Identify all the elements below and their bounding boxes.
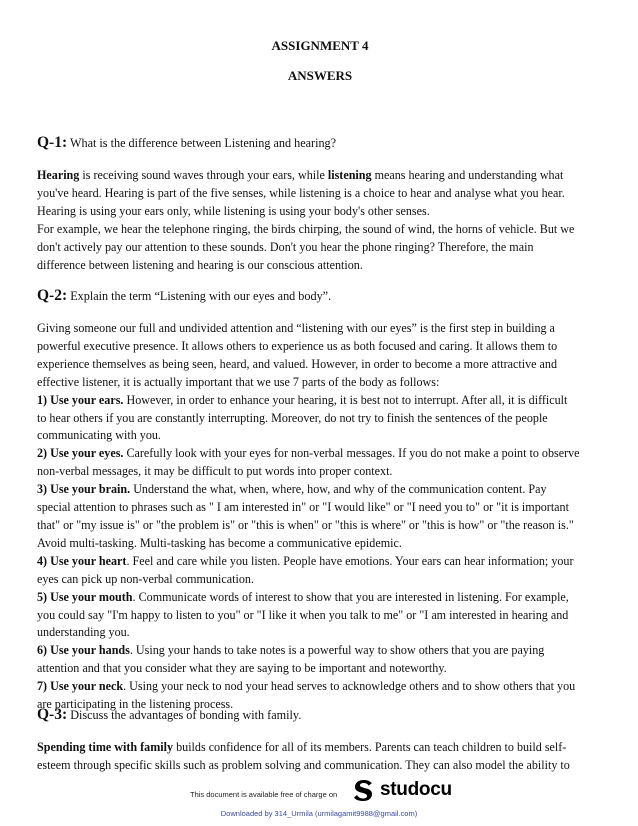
downloaded-by: Downloaded by 314_Urmila (urmilagamit9988@gmail.com) xyxy=(220,809,418,818)
answer-line: you could say "I'm happy to listen to you" or "I like it when you talk to me" or "I am interested in hearing and xyxy=(37,607,569,622)
list-item xyxy=(37,642,603,660)
bold-term: listening xyxy=(327,168,372,182)
list-item-heading: 7) Use your neck xyxy=(37,679,124,694)
studocu-logo[interactable] xyxy=(353,779,452,801)
availability-text: This document is available free of charge on xyxy=(190,790,338,799)
question-text: Discuss the advantages of bonding with family. xyxy=(70,708,302,722)
studocu-wordmark: studocu xyxy=(380,779,452,800)
bold-term: Spending time with family xyxy=(37,740,174,754)
question-2 xyxy=(37,287,603,305)
list-item xyxy=(37,589,603,607)
question-number: Q-2: xyxy=(37,287,68,304)
answer-line: eyes can pick up non-verbal communication. xyxy=(37,571,254,586)
answer-line: esteem through specific skills such as problem solving and communication. They can also model the ability to xyxy=(37,757,570,772)
answer-line: attention and that you consider what they are saying to be important and noteworthy. xyxy=(37,661,447,676)
answer-line: special attention to phrases such as " I am interested in" or "I would like" or "I need you to" or "it is important xyxy=(37,500,569,515)
list-item-heading: 3) Use your brain. xyxy=(37,482,131,497)
answer-line: are participating in the listening process. xyxy=(37,697,234,712)
question-text: Explain the term “Listening with our eyes and body”. xyxy=(70,289,332,303)
text-run: . Using your hands to take notes is a powerful way to show others that you are paying xyxy=(129,643,545,658)
text-run: means hearing and understanding what xyxy=(371,168,564,182)
list-item-heading: 6) Use your hands xyxy=(37,643,130,658)
list-item-heading: 4) Use your heart xyxy=(37,553,127,568)
page-subtitle: ANSWERS xyxy=(287,68,353,83)
answer-line: that" or "my issue is" or "the problem is" or "this is when" or "this is where" or "this is how" or "the reason is." xyxy=(37,517,574,532)
answer-line: powerful executive presence. It allows others to experience us as both focused and caring. It allows them to xyxy=(37,338,558,353)
page-title: ASSIGNMENT 4 xyxy=(271,38,369,53)
answer-line: Giving someone our full and undivided attention and “listening with our eyes” is the first step in building a xyxy=(37,321,555,335)
text-run: . Using your neck to nod your head serves to acknowledge others and to show others that you xyxy=(123,679,576,694)
answer-line: effective listener, it is actually important that we use 7 parts of the body as follows: xyxy=(37,374,440,389)
text-run: However, in order to enhance your hearing, it is best not to interrupt. After all, it is difficult xyxy=(123,392,568,407)
list-item xyxy=(37,481,603,499)
answer-line: you've heard. Hearing is part of the five senses, while listening is a choice to hear and analyse what you hear. xyxy=(37,185,565,200)
question-number: Q-1: xyxy=(37,134,68,151)
list-item xyxy=(37,553,603,571)
answer-line: non-verbal messages, it may be difficult to put words into proper context. xyxy=(37,464,393,479)
answer-line: Hearing is using your ears only, while listening is using your body's other senses. xyxy=(37,203,430,218)
answer-line: don't actively pay our attention to these sounds. Don't you hear the phone ringing? Therefore, the main xyxy=(37,239,534,254)
studocu-logo-icon xyxy=(353,779,375,801)
bold-term: Hearing xyxy=(37,168,80,182)
list-item-heading: 5) Use your mouth xyxy=(37,589,133,604)
list-item-heading: 1) Use your ears. xyxy=(37,392,124,407)
answer-2 xyxy=(37,320,603,714)
question-number: Q-3: xyxy=(37,706,68,723)
text-run: is receiving sound waves through your ears, while xyxy=(79,168,328,182)
question-text: What is the difference between Listening and hearing? xyxy=(69,136,337,150)
answer-line: difference between listening and hearing is our conscious attention. xyxy=(37,257,363,272)
answer-1 xyxy=(37,167,603,274)
answer-line: communicating with you. xyxy=(37,428,161,443)
answer-line: to hear others if you are constantly interrupting. Moreover, do not try to finish the sentences of the people xyxy=(37,410,548,425)
list-item xyxy=(37,445,603,463)
answer-line: For example, we hear the telephone ringing, the birds chirping, the sound of wind, the horns of vehicle. But we xyxy=(37,221,575,236)
list-item-heading: 2) Use your eyes. xyxy=(37,446,124,461)
question-3 xyxy=(37,706,603,724)
answer-line: experience themselves as being seen, heard, and valued. However, in order to become a more attractive and xyxy=(37,356,557,371)
text-run: . Communicate words of interest to show that you are interested in listening. For example, xyxy=(132,589,569,604)
question-1 xyxy=(37,134,603,152)
answer-3 xyxy=(37,739,603,775)
text-run: builds confidence for all of its members. Parents can teach children to build self- xyxy=(173,740,567,754)
answer-line xyxy=(37,167,603,185)
answer-line: Avoid multi-tasking. Multi-tasking has become a communicative epidemic. xyxy=(37,535,402,550)
answer-line xyxy=(37,739,603,757)
text-run: Understand the what, when, where, how, and why of the communication content. Pay xyxy=(130,482,547,497)
text-run: Carefully look with your eyes for non-verbal messages. If you do not make a point to observe xyxy=(123,446,580,461)
list-item xyxy=(37,392,603,410)
text-run: . Feel and care while you listen. People have emotions. Your ears can hear information; your xyxy=(126,553,574,568)
answer-line: understanding you. xyxy=(37,625,130,640)
list-item xyxy=(37,678,603,696)
